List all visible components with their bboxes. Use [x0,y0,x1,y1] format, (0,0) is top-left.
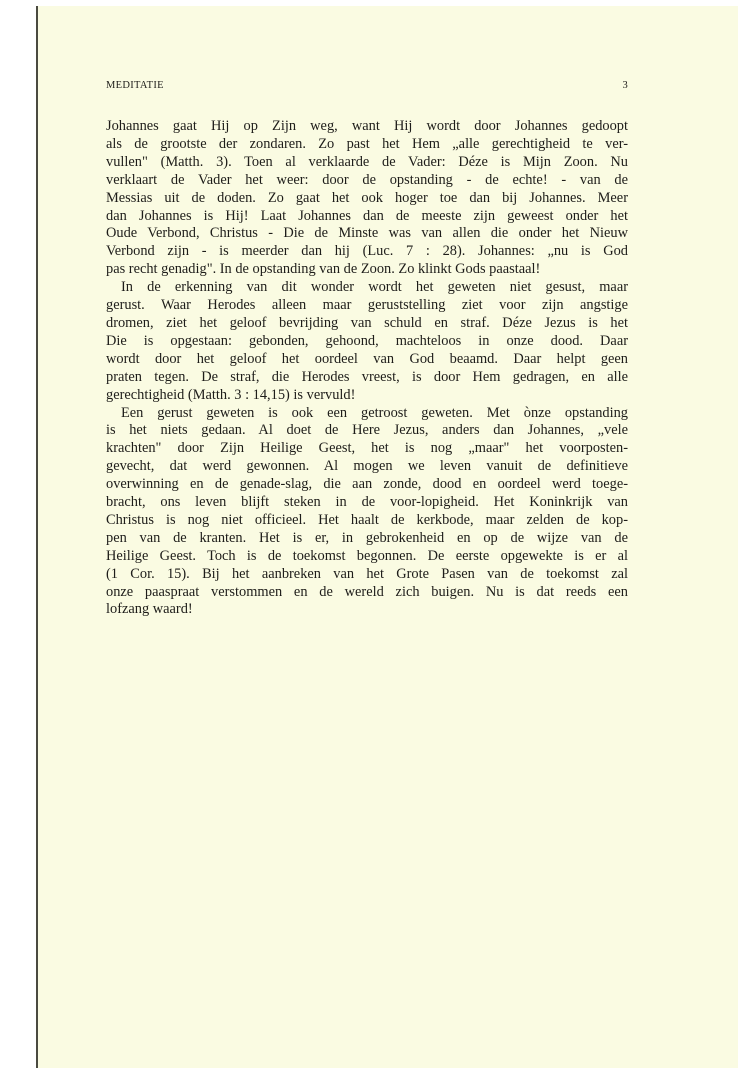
text-line: praten tegen. De straf, die Herodes vreest, is door Hem gedragen, en alle [106,368,628,385]
text-line: Johannes gaat Hij op Zijn weg, want Hij wordt door Johannes gedoopt [106,118,628,134]
text-line: vullen" (Matth. 3). Toen al verklaarde de Vader: Déze is Mijn Zoon. Nu [106,153,628,170]
text-line: Messias uit de doden. Zo gaat het ook hoger toe dan bij Johannes. Meer [106,189,628,206]
text-line: pas recht genadig". In de opstanding van de Zoon. Zo klinkt Gods paastaal! [106,261,541,278]
text-line: Oude Verbond, Christus - Die de Minste was van allen die onder het Nieuw [106,225,628,242]
text-line: dromen, ziet het geloof bevrijding van schuld en straf. Déze Jezus is het [106,314,628,331]
text-line: als de grootste der zondaren. Zo past het Hem „alle gerechtigheid te ver- [106,135,628,152]
paragraph [106,279,628,404]
text-line: verklaart de Vader het weer: door de opstanding - de echte! - van de [106,171,628,188]
text-line: In de erkenning van dit wonder wordt het geweten niet gesust, maar [121,279,628,296]
section-title: MEDITATIE [106,80,164,91]
text-line: dan Johannes is Hij! Laat Johannes dan de meeste zijn geweest onder het [106,207,628,224]
text-line: wordt door het geloof het oordeel van God beaamd. Daar helpt geen [106,350,628,367]
text-line: pen van de kranten. Het is er, in gebrokenheid en op de wijze van de [106,529,628,546]
paragraph [106,405,628,620]
text-line: (1 Cor. 15). Bij het aanbreken van het Grote Pasen van de toekomst zal [106,565,628,582]
text-line: gerust. Waar Herodes alleen maar geruststelling ziet voor zijn angstige [106,297,628,314]
paragraph [106,118,628,279]
text-line: lofzang waard! [106,601,193,618]
text-line: gevecht, dat werd gewonnen. Al mogen we leven vanuit de definitieve [106,458,628,475]
body-text [106,118,628,619]
running-header [106,80,628,96]
text-line: gerechtigheid (Matth. 3 : 14,15) is vervuld! [106,386,356,403]
text-line: onze paaspraat verstommen en de wereld zich buigen. Nu is dat reeds een [106,583,628,600]
text-line: Die is opgestaan: gebonden, gehoond, machteloos in onze dood. Daar [106,332,628,349]
page-number: 3 [622,80,628,91]
text-line: Een gerust geweten is ook een getroost geweten. Met ònze opstanding [121,404,628,421]
text-line: bracht, ons leven blijft steken in de voor-lopigheid. Het Koninkrijk van [106,494,628,511]
text-line: overwinning en de genade-slag, die aan zonde, dood en oordeel werd toege- [106,476,628,493]
text-line: is het niets gedaan. Al doet de Here Jezus, anders dan Johannes, „vele [106,422,628,439]
text-line: Christus is nog niet officieel. Het haalt de kerkbode, maar zelden de kop- [106,511,628,528]
text-line: Verbond zijn - is meerder dan hij (Luc. 7 : 28). Johannes: „nu is God [106,243,628,260]
text-line: krachten" door Zijn Heilige Geest, het is nog „maar" het voorposten- [106,440,628,457]
text-line: Heilige Geest. Toch is de toekomst begonnen. De eerste opgewekte is er al [106,547,628,564]
